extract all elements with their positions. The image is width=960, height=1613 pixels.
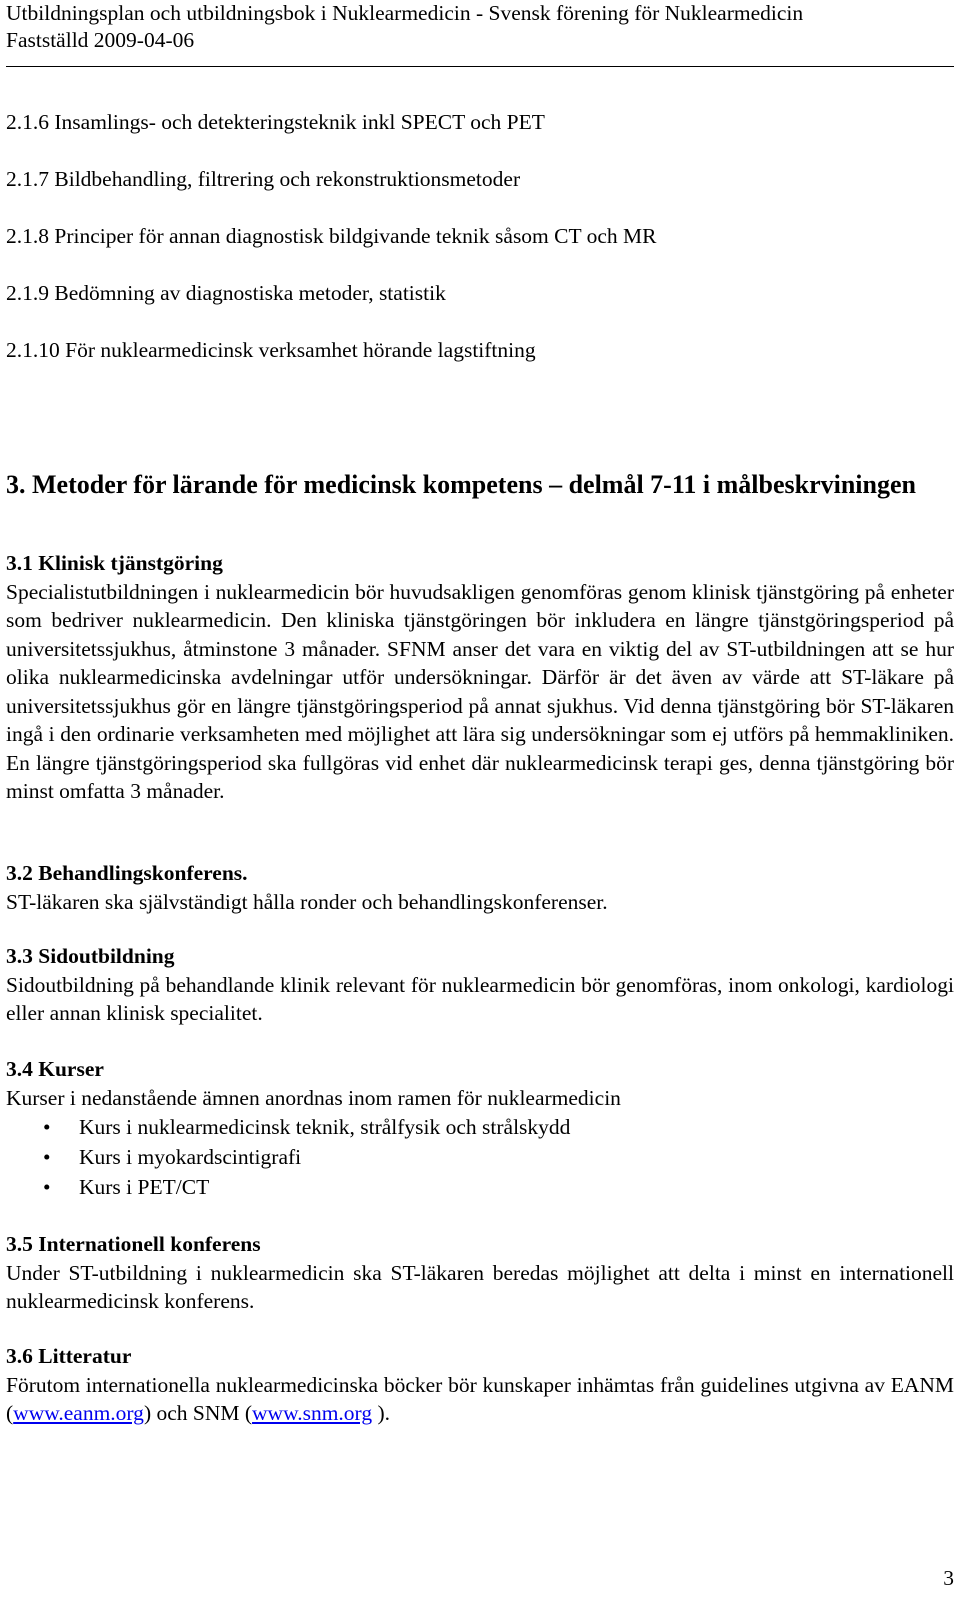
course-list: [6, 1112, 954, 1202]
paragraph: ST-läkaren ska självständigt hålla ronder och behandlingskonferenser.: [6, 889, 608, 914]
list-item: [6, 1112, 954, 1142]
paragraph: Specialistutbildningen i nuklearmedicin bör huvudsakligen genomföras genom klinisk tjänstgöring på enheter som bedriver nuklearmedicin. Den kliniska tjänstgöringen bör inkludera en längre tjänstgöringsperiod på universitetssjukhus, åtminstone 3 månader. SFNM anser det vara en viktig del av ST-utbildningen att se hur olika nuklearmedicinska avdelningar utför undersökningar. Därför är det även av värde att ST-läkare på universitetssjukhus gör en längre tjänstgöringsperiod på annat sjukhus. Vid denna tjänstgöring bör ST-läkaren ingå i den ordinarie verksamheten med möjlighet att lära sig undersökningar som ej utförs på hemmakliniken. En längre tjänstgöringsperiod ska fullgöras vid enhet där nuklearmedicinsk terapi ges, denna tjänstgöring bör minst omfatta 3 månader.: [6, 579, 954, 803]
header-title: Utbildningsplan och utbildningsbok i Nuklearmedicin - Svensk förening för Nuklearmedicin: [6, 1, 804, 25]
list-item-label: Kurs i PET/CT: [79, 1175, 210, 1199]
section-3-1: [6, 549, 954, 806]
list-item-label: Kurs i myokardscintigrafi: [79, 1145, 302, 1169]
header-date: Fastställd 2009-04-06: [6, 28, 195, 52]
paragraph: [6, 1371, 954, 1428]
section-3-4: [6, 1055, 954, 1202]
bullet-icon: •: [43, 1145, 51, 1169]
list-item: 2.1.9 Bedömning av diagnostiska metoder, statistik: [6, 281, 446, 305]
subsection-heading: 3.1 Klinisk tjänstgöring: [6, 551, 223, 575]
section-3-5: [6, 1230, 954, 1316]
snm-link[interactable]: www.snm.org: [252, 1401, 373, 1425]
list-item: 2.1.8 Principer för annan diagnostisk bildgivande teknik såsom CT och MR: [6, 224, 657, 248]
bullet-icon: •: [43, 1175, 51, 1199]
paragraph: Sidoutbildning på behandlande klinik relevant för nuklearmedicin bör genomföras, inom onkologi, kardiologi eller annan klinisk specialitet.: [6, 972, 954, 1025]
paragraph: Under ST-utbildning i nuklearmedicin ska ST-läkaren beredas möjlighet att delta i minst en internationell nuklearmedicinsk konferens.: [6, 1260, 954, 1313]
subsection-heading: 3.4 Kurser: [6, 1057, 104, 1081]
paragraph-text: Förutom internationella nuklearmedicinska böcker bör kunskaper inhämtas från guidelines utgivna av EANM (: [6, 1372, 954, 1425]
list-item: 2.1.6 Insamlings- och detekteringsteknik inkl SPECT och PET: [6, 110, 545, 134]
subsection-heading: 3.3 Sidoutbildning: [6, 944, 175, 968]
list-item-label: Kurs i nuklearmedicinsk teknik, strålfysik och strålskydd: [79, 1115, 571, 1139]
section-3-2: [6, 859, 954, 916]
list-item: [6, 1142, 954, 1172]
paragraph-text: ) och SNM (: [143, 1401, 253, 1425]
paragraph: Kurser i nedanstående ämnen anordnas inom ramen för nuklearmedicin: [6, 1085, 621, 1110]
eanm-link[interactable]: www.eanm.org: [13, 1401, 144, 1425]
page-header: [6, 0, 956, 54]
subsection-heading: 3.5 Internationell konferens: [6, 1232, 261, 1256]
page-number: 3: [943, 1566, 954, 1590]
header-divider: [6, 66, 954, 67]
list-item: [6, 1172, 954, 1202]
paragraph-text: ).: [372, 1401, 390, 1425]
section-3-3: [6, 942, 954, 1028]
subsection-heading: 3.6 Litteratur: [6, 1344, 132, 1368]
subsection-heading: 3.2 Behandlingskonferens.: [6, 861, 248, 885]
section-3-6: [6, 1342, 954, 1428]
bullet-icon: •: [43, 1115, 51, 1139]
list-item: 2.1.7 Bildbehandling, filtrering och rekonstruktionsmetoder: [6, 167, 521, 191]
list-item: 2.1.10 För nuklearmedicinsk verksamhet hörande lagstiftning: [6, 338, 536, 362]
section-heading: 3. Metoder för lärande för medicinsk kompetens – delmål 7-11 i målbeskrviningen: [6, 470, 916, 499]
